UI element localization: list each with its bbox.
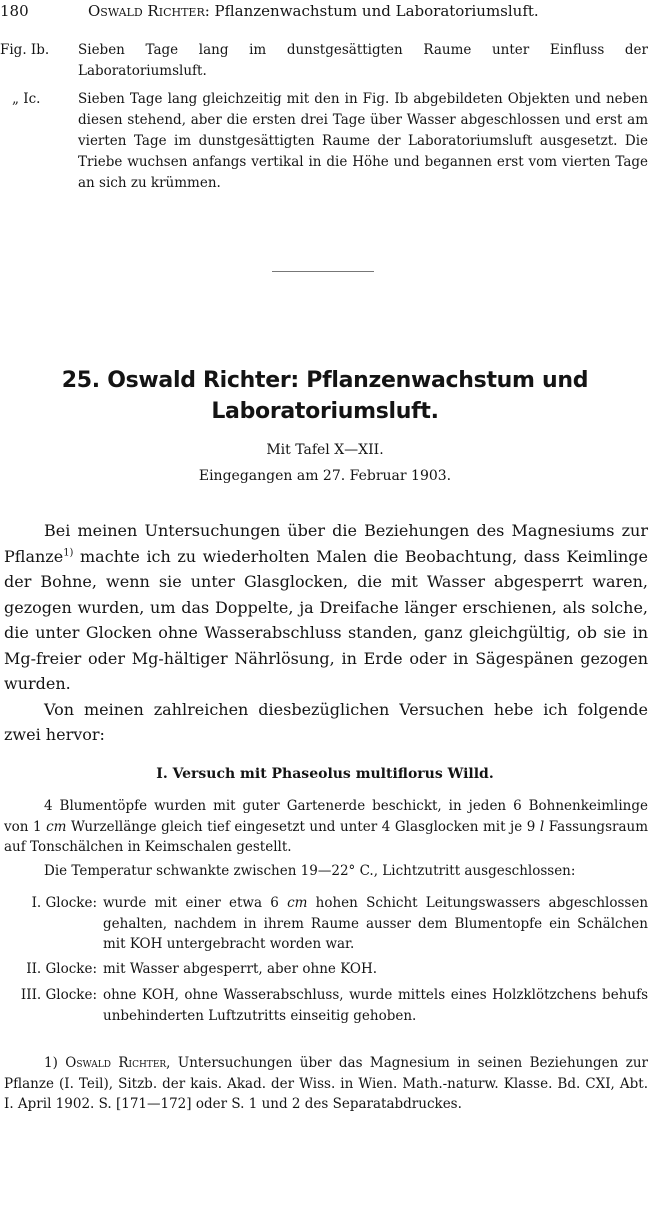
caption-label: Fig. Ib. xyxy=(0,42,50,58)
experiment-paragraph: 4 Blumentöpfe wurden mit guter Gartenerde beschickt, in jeden 6 Bohnenkeimlinge von 1 cm Wurzellänge gleich tief eingesetzt und unter 4 Glasglocken mit je 9 l Fassungsraum auf Tonschälchen in Keimschalen gestellt. xyxy=(4,798,649,855)
experiment-paragraph: Die Temperatur schwankte zwischen 19—22° C., Lichtzutritt ausgeschlossen: xyxy=(44,862,576,879)
running-title xyxy=(88,2,539,20)
section-heading: I. Versuch mit Phaseolus multiflorus Willd. xyxy=(156,766,494,782)
glocke-text: mit Wasser abgesperrt, aber ohne KOH. xyxy=(103,961,378,977)
experiment-text xyxy=(4,796,648,881)
article-title-line-1: 25. Oswald Richter: Pflanzenwachstum und xyxy=(61,368,589,393)
body-paragraph: Von meinen zahlreichen diesbezüglichen Versuchen hebe ich folgende zwei hervor: xyxy=(4,699,648,744)
article-title xyxy=(0,365,650,427)
glocke-label: I. Glocke: xyxy=(31,895,97,911)
running-head xyxy=(0,2,650,22)
glocke-text: ohne KOH, ohne Wasserabschluss, wurde mittels eines Holzklötzchens behufs unbehinderten Luftzutritts einseitig gehoben. xyxy=(103,987,648,1024)
footnote-author: Oswald Richter xyxy=(65,1055,167,1071)
article-title-line-2: Laboratoriumsluft. xyxy=(211,399,439,424)
body-text xyxy=(4,518,648,748)
body-paragraph: Bei meinen Untersuchungen über die Beziehungen des Magnesiums zur Pflanze$^{1)}$ machte ich zu wiederholten Malen die Beobachtung, dass Keimlinge der Bohne, wenn sie unter Glasglocken, die mit Wasser abgesperrt waren, gezogen wurden, um das Doppelte, ja Dreifache länger erschienen, als solche, die unter Glocken ohne Wasserabschluss standen, ganz gleichgültig, ob sie in Mg-freier oder Mg-hältiger Nährlösung, in Erde oder in Sägespänen gezogen wurden. xyxy=(4,521,648,693)
footnote xyxy=(4,1053,648,1115)
glocke-label: II. Glocke: xyxy=(26,961,97,977)
section-divider xyxy=(272,271,374,272)
footnote-reference: 1) xyxy=(63,547,74,559)
caption-text: Sieben Tage lang gleichzeitig mit den in Fig. Ib abgebildeten Objekten und neben diesen stehend, aber die ersten drei Tage über Wasser abgeschlossen und erst am vierten Tage im dunstgesättigten Raume der Laboratoriumsluft ausgesetzt. Die Triebe wuchsen anfangs vertikal in die Höhe und begannen erst vom vierten Tage an sich zu krümmen. xyxy=(78,91,648,191)
caption-label: „ Ic. xyxy=(12,91,41,107)
footnote-text: , Untersuchungen über das Magnesium in seinen Beziehungen zur Pflanze (I. Teil), Sitzb. der kais. Akad. der Wiss. in Wien. Math.-naturw. Klasse. Bd. CXI, Abt. I. April 1902. S. [171—172] oder S. 1 und 2 des Separatabdruckes. xyxy=(4,1055,648,1112)
page-number: 180 xyxy=(0,2,29,20)
glocke-text: wurde mit einer etwa 6 cm hohen Schicht Leitungswassers abgeschlossen gehalten, nachdem in ihrem Raume ausser dem Blumentopfe ein Schälchen mit KOH untergebracht worden war. xyxy=(103,895,649,952)
running-title-rest: : Pflanzenwachstum und Laboratoriumsluft. xyxy=(204,2,539,20)
footnote-marker: 1) xyxy=(44,1055,58,1071)
plates-note: Mit Tafel X—XII. xyxy=(266,442,384,458)
glocke-label: III. Glocke: xyxy=(20,987,97,1003)
running-author: Oswald Richter xyxy=(88,2,205,20)
received-date: Eingegangen am 27. Februar 1903. xyxy=(198,468,452,484)
caption-text: Sieben Tage lang im dunstgesättigten Raume unter Einfluss der Laboratoriumsluft. xyxy=(78,42,648,79)
